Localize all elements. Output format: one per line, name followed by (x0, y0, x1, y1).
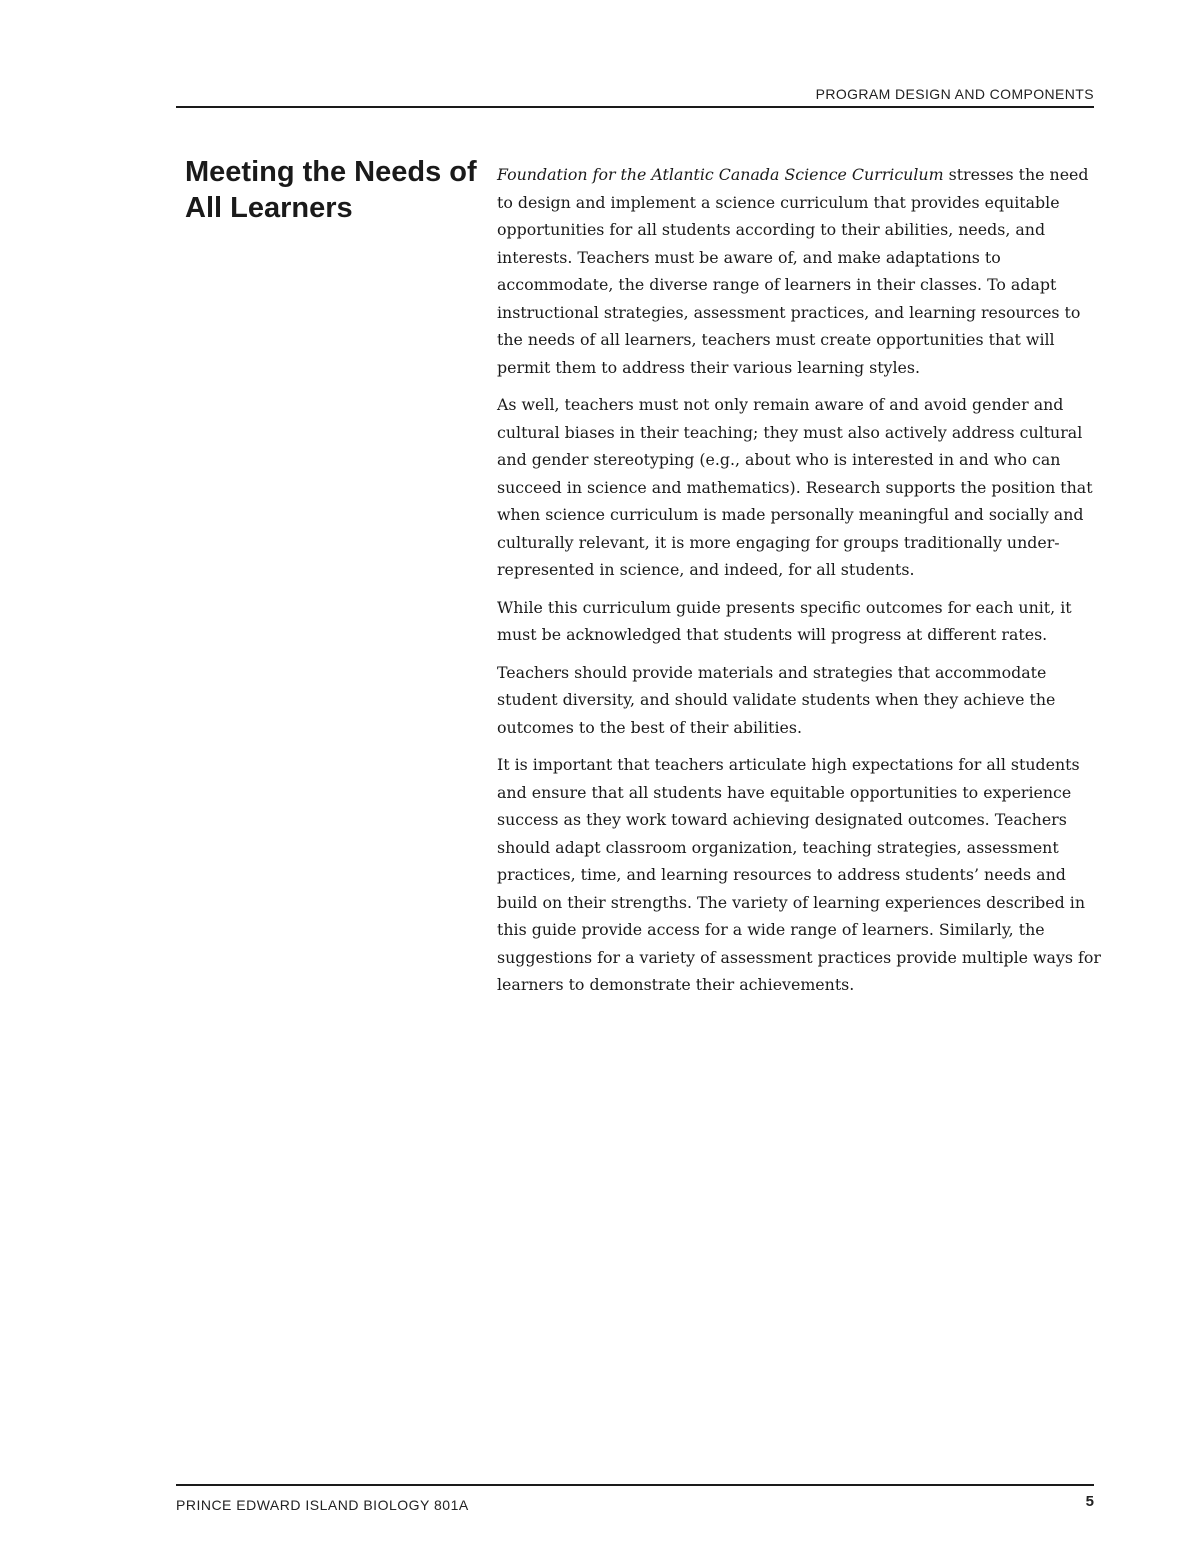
body-paragraph-2: As well, teachers must not only remain aware of and avoid gender and cultural biases in their teaching; they must also actively address cultural and gender stereotyping (e.g., about who is interested in and who can succeed in science and mathematics). Research supports the position that when science curriculum is made personally meaningful and socially and culturally relevant, it is more engaging for groups traditionally under-represented in science, and indeed, for all students. (497, 395, 1093, 579)
publication-title: Foundation for the Atlantic Canada Science Curriculum (497, 165, 944, 184)
section-title: Meeting the Needs of All Learners (185, 156, 477, 224)
body-paragraph-5: It is important that teachers articulate high expectations for all students and ensure that all students have equitable opportunities to experience success as they work toward achieving designated outcomes. Teachers should adapt classroom organization, teaching strategies, assessment practices, time, and learning resources to address students’ needs and build on their strengths. The variety of learning experiences described in this guide provide access for a wide range of learners. Similarly, the suggestions for a variety of assessment practices provide multiple ways for learners to demonstrate their achievements. (497, 755, 1101, 994)
body-paragraph-3: While this curriculum guide presents specific outcomes for each unit, it must be acknowledged that students will progress at different rates. (497, 597, 1072, 644)
header-divider (176, 106, 1094, 108)
body-paragraph-4: Teachers should provide materials and strategies that accommodate student diversity, and should validate students when they achieve the outcomes to the best of their abilities. (497, 662, 1056, 737)
running-head: PROGRAM DESIGN AND COMPONENTS (815, 86, 1094, 102)
paragraph-text: stresses the need to design and implement a science curriculum that provides equitable opportunities for all students according to their abilities, needs, and interests. Teachers must be aware of, and make adaptations to accommodate, the diverse range of learners in their classes. To adapt instructional strategies, assessment practices, and learning resources to the needs of all learners, teachers must create opportunities that will permit them to address their various learning styles. (497, 165, 1089, 377)
body-text-column (497, 161, 1105, 1009)
body-paragraph-1 (497, 161, 1105, 381)
footer-document-title: PRINCE EDWARD ISLAND BIOLOGY 801A (176, 1497, 469, 1513)
footer-divider (176, 1484, 1094, 1486)
page-number: 5 (1085, 1493, 1094, 1510)
